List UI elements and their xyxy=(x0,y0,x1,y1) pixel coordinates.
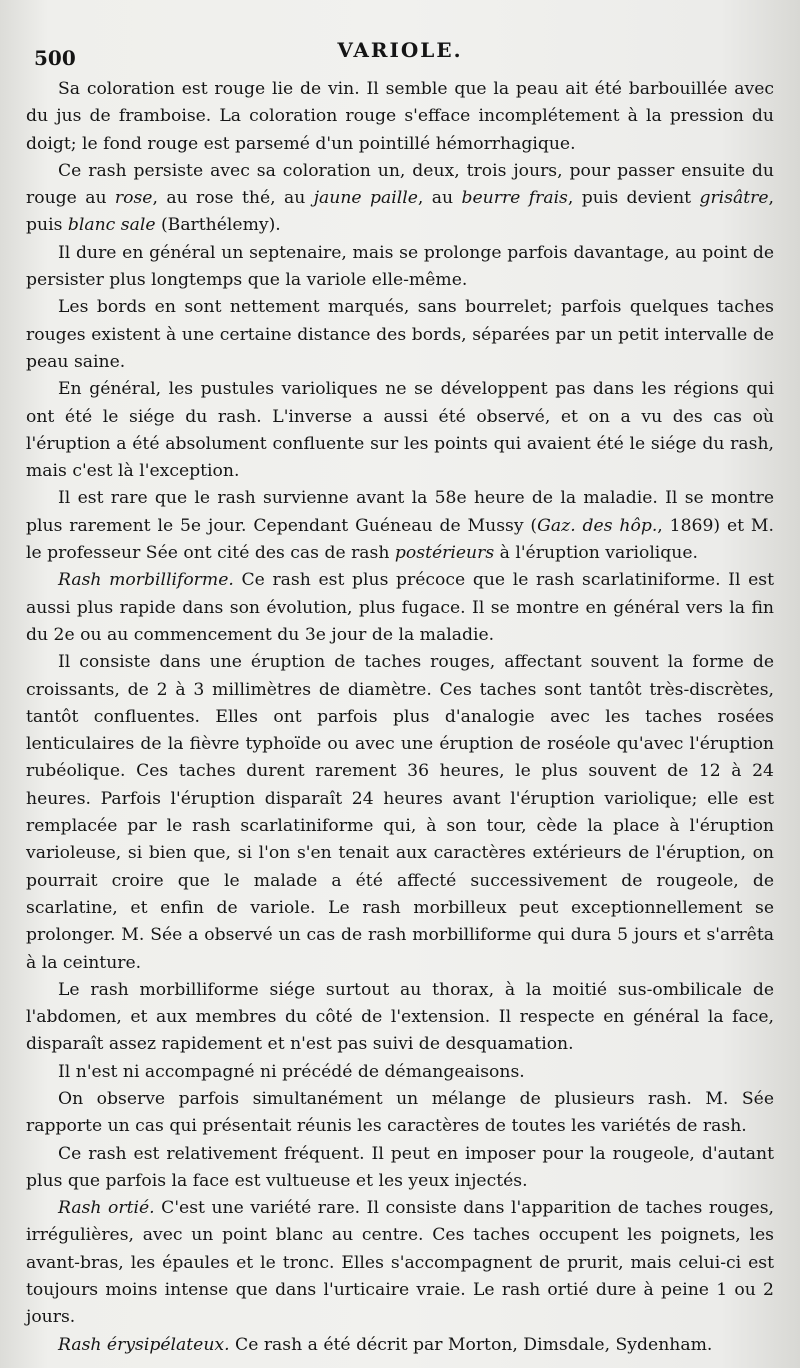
paragraph xyxy=(26,1086,774,1141)
text-run: Ce rash persiste avec sa coloration un, deux, trois jours, pour passer ensuite du rouge au xyxy=(26,160,774,209)
text-run: (Barthélemy). xyxy=(155,215,281,236)
text-run: Ce rash est plus précoce que le rash scarlatiniforme. Il est aussi plus rapide dans son évolution, plus fugace. Il se montre en général vers la fin du 2e ou au commencement du 3e jour de la maladie. xyxy=(26,570,775,645)
paragraph xyxy=(26,1141,774,1196)
paragraph xyxy=(26,977,774,1059)
paragraph xyxy=(26,240,774,295)
paragraph xyxy=(26,376,774,485)
body-text xyxy=(26,76,774,1359)
running-header xyxy=(26,36,774,76)
text-run: à l'éruption variolique. xyxy=(494,543,699,564)
italic-term: grisâtre xyxy=(699,188,769,209)
page-number: 500 xyxy=(34,46,76,70)
section-subheading: Rash ortié. xyxy=(58,1198,155,1219)
text-run: , au rose thé, au xyxy=(152,188,314,209)
text-run: Il est rare que le rash survienne avant la 58e heure de la maladie. Il se montre plus rarement le 5e jour. Cependant Guéneau de Mussy ( xyxy=(26,488,774,536)
paragraph xyxy=(26,1332,774,1359)
text-run: Ce rash est relativement fréquent. Il peut en imposer pour la rougeole, d'autant plus que parfois la face est vultueuse et les yeux injectés. xyxy=(26,1143,774,1191)
text-run: Les bords en sont nettement marqués, sans bourrelet; parfois quelques taches rouges existent à une certaine distance des bords, séparées par un petit intervalle de peau saine. xyxy=(26,297,774,372)
text-run: C'est une variété rare. Il consiste dans l'apparition de taches rouges, irrégulières, avec un point blanc au centre. Ces taches occupent les poignets, les avant-bras, les épaules et le tronc. Elles s'accompagnent de prurit, mais celui-ci est toujours moins intense que dans l'urticaire vraie. Le rash ortié dure à peine 1 ou 2 jours. xyxy=(26,1198,774,1328)
paragraph xyxy=(26,567,774,649)
text-run: En général, les pustules varioliques ne se développent pas dans les régions qui ont été le siége du rash. L'inverse a aussi été observé, et on a vu des cas où l'éruption a été absolument confluente sur les points qui avaient été le siége du rash, mais c'est là l'exception. xyxy=(26,379,774,482)
text-run: , 1869) et M. le professeur Sée ont cité des cas de rash xyxy=(26,515,774,564)
italic-term: postérieurs xyxy=(394,543,495,564)
section-subheading: Rash morbilliforme. xyxy=(58,570,234,591)
text-run: Il n'est ni accompagné ni précédé de démangeaisons. xyxy=(58,1061,525,1082)
italic-term: jaune paille xyxy=(313,188,418,209)
italic-term: beurre frais xyxy=(461,188,568,209)
paragraph xyxy=(26,158,774,240)
paragraph xyxy=(26,1195,774,1331)
italic-term: blanc sale xyxy=(67,215,156,236)
text-run: , puis xyxy=(26,188,774,236)
section-subheading: Rash érysipélateux. xyxy=(58,1334,230,1355)
paragraph xyxy=(26,1059,774,1086)
text-run: , puis devient xyxy=(567,188,700,209)
running-title: VARIOLE. xyxy=(337,38,463,62)
text-run: Le rash morbilliforme siége surtout au thorax, à la moitié sus-ombilicale de l'abdomen, et aux membres du côté de l'extension. Il respecte en général la face, disparaît assez rapidement et n'est pas suivi de desquamation. xyxy=(26,979,774,1055)
text-run: Sa coloration est rouge lie de vin. Il semble que la peau ait été barbouillée avec du jus de framboise. La coloration rouge s'efface incomplétement à la pression du doigt; le fond rouge est parsemé d'un pointillé hémorrhagique. xyxy=(26,79,774,154)
paragraph xyxy=(26,649,774,977)
paragraph xyxy=(26,294,774,376)
text-run: On observe parfois simultanément un mélange de plusieurs rash. M. Sée rapporte un cas qui présentait réunis les caractères de toutes les variétés de rash. xyxy=(26,1088,774,1137)
paragraph xyxy=(26,76,774,158)
text-run: Ce rash a été décrit par Morton, Dimsdale, Sydenham. xyxy=(229,1334,713,1355)
paragraph xyxy=(26,485,774,567)
italic-term: Gaz. des hôp. xyxy=(537,515,658,536)
text-run: Il consiste dans une éruption de taches rouges, affectant souvent la forme de croissants, de 2 à 3 millimètres de diamètre. Ces taches sont tantôt très-discrètes, tantôt confluentes. Elles ont parfois plus d'analogie avec les taches rosées lenticulaires de la fièvre typhoïde ou avec une éruption de roséole qu'avec l'éruption rubéolique. Ces taches durent rarement 36 heures, le plus souvent de 12 à 24 heures. Parfois l'éruption disparaît 24 heures avant l'éruption variolique; elle est remplacée par le rash scarlatiniforme qui, à son tour, cède la place à l'éruption varioleuse, si bien que, si l'on s'en tenait aux caractères extérieurs de l'éruption, on pourrait croire que le malade a été affecté successivement de rougeole, de scarlatine, et enfin de variole. Le rash morbilleux peut exceptionnellement se prolonger. M. Sée a observé un cas de rash morbilliforme qui dura 5 jours et s'arrêta à la ceinture. xyxy=(26,652,774,973)
text-run: , au xyxy=(417,188,462,209)
italic-term: rose xyxy=(114,188,153,209)
text-run: Il dure en général un septenaire, mais se prolonge parfois davantage, au point de persister plus longtemps que la variole elle-même. xyxy=(26,242,774,291)
